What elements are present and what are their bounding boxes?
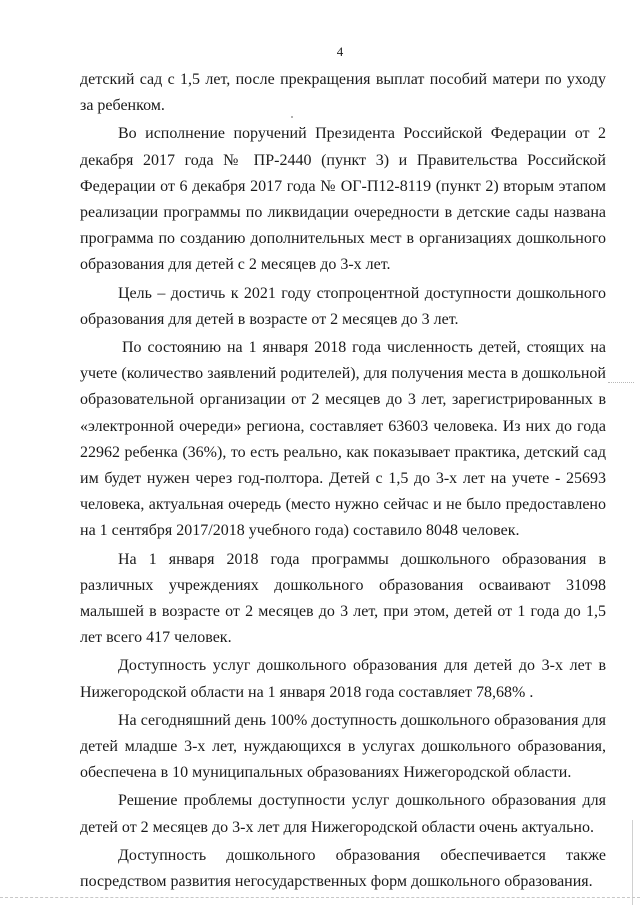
paragraph-5: На 1 января 2018 года программы дошкольного образования в различных учреждениях дошкольного образования осваивают 31098 малышей в возрасте от 2 месяцев до 3 лет, при этом, детей от 1 года до 1,5 лет всего 417 человек. <box>80 550 606 647</box>
page-number: 4 <box>336 44 344 59</box>
scan-edge-line <box>632 820 633 905</box>
paragraph-8: Решение проблемы доступности услуг дошкольного образования для детей от 2 месяцев до 3-х лет для Нижегородской области очень актуально. <box>80 792 606 836</box>
scan-margin-mark <box>608 382 634 383</box>
paragraph-4: По состоянию на 1 января 2018 года численность детей, стоящих на учете (количество заявлений родителей), для получения места в дошкольной образовательной организации от 2 месяцев до 3 лет, зарегистрированных в «электронной очереди» региона, составляет 63603 человека. Из них до года 22962 ребенка (36%), то есть реально, как показывает практика, детский сад им будет нужен через год-полтора. Детей с 1,5 до 3-х лет на учете - 25693 человека, актуальная очередь (место нужно сейчас и не было предоставлено на 1 сентября 2017/2018 учебного года) составило 8048 человек. <box>80 339 606 540</box>
paragraph-6: Доступность услуг дошкольного образования для детей до 3-х лет в Нижегородской области на 1 января 2018 года составляет 78,68% . <box>80 657 606 701</box>
document-body <box>80 67 606 897</box>
paragraph-3: Цель – достичь к 2021 году стопроцентной доступности дошкольного образования для детей в возрасте от 2 месяцев до 3 лет. <box>80 284 606 328</box>
scan-bottom-line <box>0 897 640 898</box>
paragraph-1: детский сад с 1,5 лет, после прекращения выплат пособий матери по уходу за ребенком. <box>80 71 606 115</box>
paragraph-9: Доступность дошкольного образования обеспечивается также посредством развития негосударственных форм дошкольного образования. <box>80 846 606 891</box>
paragraph-7: На сегодняшний день 100% доступность дошкольного образования для детей младше 3-х лет, нуждающихся в услугах дошкольного образования, обеспечена в 10 муниципальных образованиях Нижегородской области. <box>80 711 606 782</box>
paragraph-2: Во исполнение поручений Президента Российской Федерации от 2 декабря 2017 года № ПР-2440 (пункт 3) и Правительства Российской Федерации от 6 декабря 2017 года № ОГ-П12-8119 (пункт 2) вторым этапом реализации программы по ликвидации очередности в детские сады названа программа по созданию дополнительных мест в организациях дошкольного образования для детей с 2 месяцев до 3-х лет. <box>80 125 606 274</box>
scan-speck <box>291 116 293 118</box>
